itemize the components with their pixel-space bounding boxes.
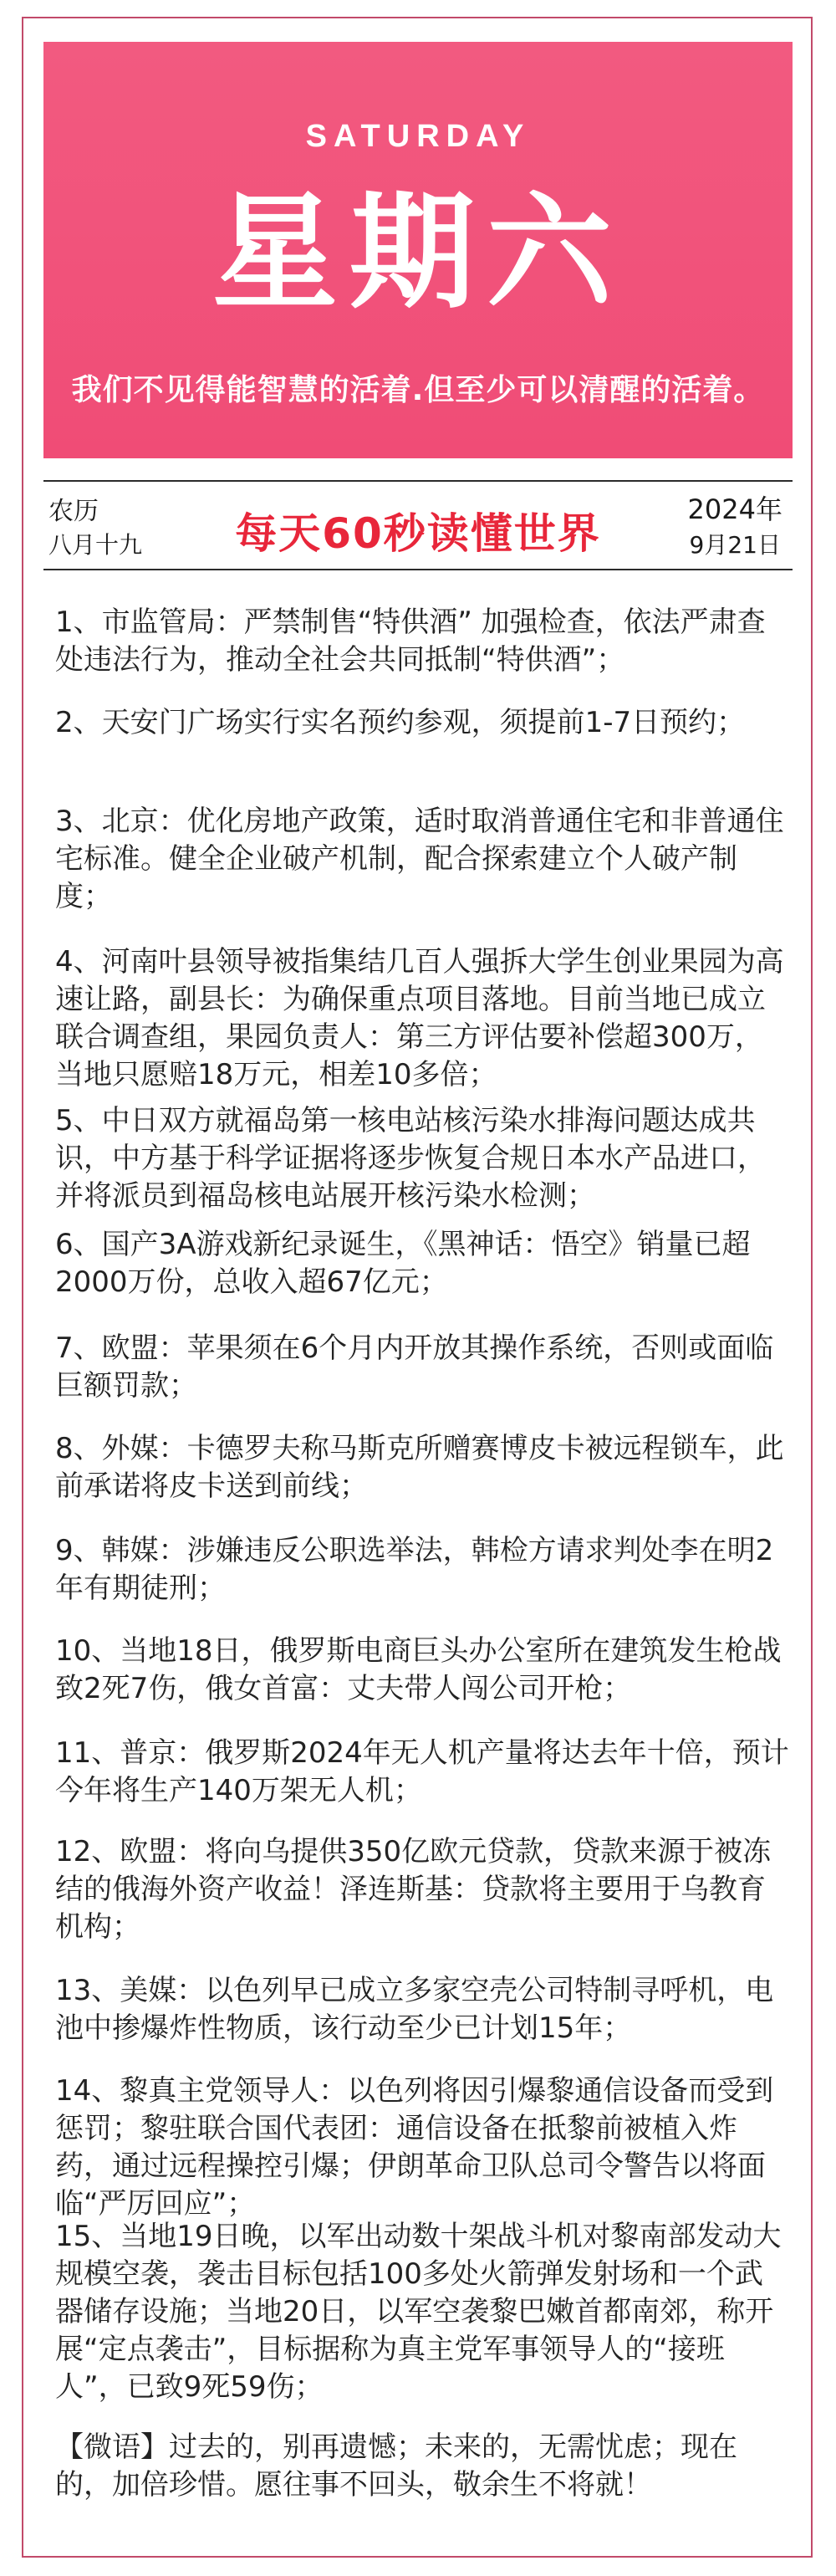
news-item: 【微语】过去的，别再遗憾；未来的，无需忧虑；现在的，加倍珍惜。愿往事不回头，敬余生不将就！ [55,2430,737,2502]
weekday-english: SATURDAY [305,119,531,154]
news-item: 7、欧盟：苹果须在6个月内开放其操作系统，否则或面临巨额罚款； [55,1331,774,1403]
lunar-label: 农历 [48,497,99,526]
news-item: 4、河南叶县领导被指集结几百人强拆大学生创业果园为高速让路，副县长：为确保重点项目落地。目前当地已成立联合调查组，果园负责人：第三方评估要补偿超300万，当地只愿赔18万元，相差10多倍； [55,945,784,1091]
news-item: 6、国产3A游戏新纪录诞生，《黑神话：悟空》销量已超2000万份，总收入超67亿元； [55,1228,751,1299]
news-item: 11、普京：俄罗斯2024年无人机产量将达去年十倍，预计今年将生产140万架无人机； [55,1736,789,1807]
news-item: 12、欧盟：将向乌提供350亿欧元贷款，贷款来源于被冻结的俄海外资产收益！泽连斯基：贷款将主要用于乌教育机构； [55,1835,772,1944]
divider-bottom [43,569,793,570]
news-item: 15、当地19日晚，以军出动数十架战斗机对黎南部发动大规模空袭，袭击目标包括100多处火箭弹发射场和一个武器储存设施；当地20日，以军空袭黎巴嫩首都南郊，称开展“定点袭击”，目标据称为真主党军事领导人的“接班人”，已致9死59伤； [55,2220,782,2404]
news-item: 10、当地18日，俄罗斯电商巨头办公室所在建筑发生枪战致2死7伤，俄女首富：丈夫带人闯公司开枪； [55,1634,782,1705]
divider-top [43,480,793,482]
news-item: 13、美媒：以色列早已成立多家空壳公司特制寻呼机，电池中掺爆炸性物质，该行动至少已计划15年； [55,1974,774,2045]
lunar-date: 八月十九 [48,531,143,559]
weekday-chinese: 星期六 [212,181,624,326]
news-item: 1、市监管局：严禁制售“特供酒” 加强检查，依法严肃查处违法行为，推动全社会共同抵制“特供酒”； [55,606,766,677]
news-item: 8、外媒：卡德罗夫称马斯克所赠赛博皮卡被远程锁车，此前承诺将皮卡送到前线； [55,1432,784,1503]
news-item: 2、天安门广场实行实名预约参观，须提前1-7日预约； [55,706,746,739]
news-item: 5、中日双方就福岛第一核电站核污染水排海问题达成共识，中方基于科学证据将逐步恢复合规日本水产品进口，并将派员到福岛核电站展开核污染水检测； [55,1104,766,1213]
motto: 我们不见得能智慧的活着.但至少可以清醒的活着。 [71,373,765,407]
header-banner [43,42,793,458]
page-title: 每天60秒读懂世界 [235,509,601,558]
month-day-label: 9月21日 [689,531,781,559]
news-item: 3、北京：优化房地产政策，适时取消普通住宅和非普通住宅标准。健全企业破产机制，配合探索建立个人破产制度； [55,805,784,913]
news-item: 9、韩媒：涉嫌违反公职选举法，韩检方请求判处李在明2年有期徒刑； [55,1534,774,1605]
news-item: 14、黎真主党领导人：以色列将因引爆黎通信设备而受到惩罚；黎驻联合国代表团：通信设备在抵黎前被植入炸药，通过远程操控引爆；伊朗革命卫队总司令警告以将面临“严厉回应”； [55,2074,774,2221]
year-label: 2024年 [687,493,782,525]
